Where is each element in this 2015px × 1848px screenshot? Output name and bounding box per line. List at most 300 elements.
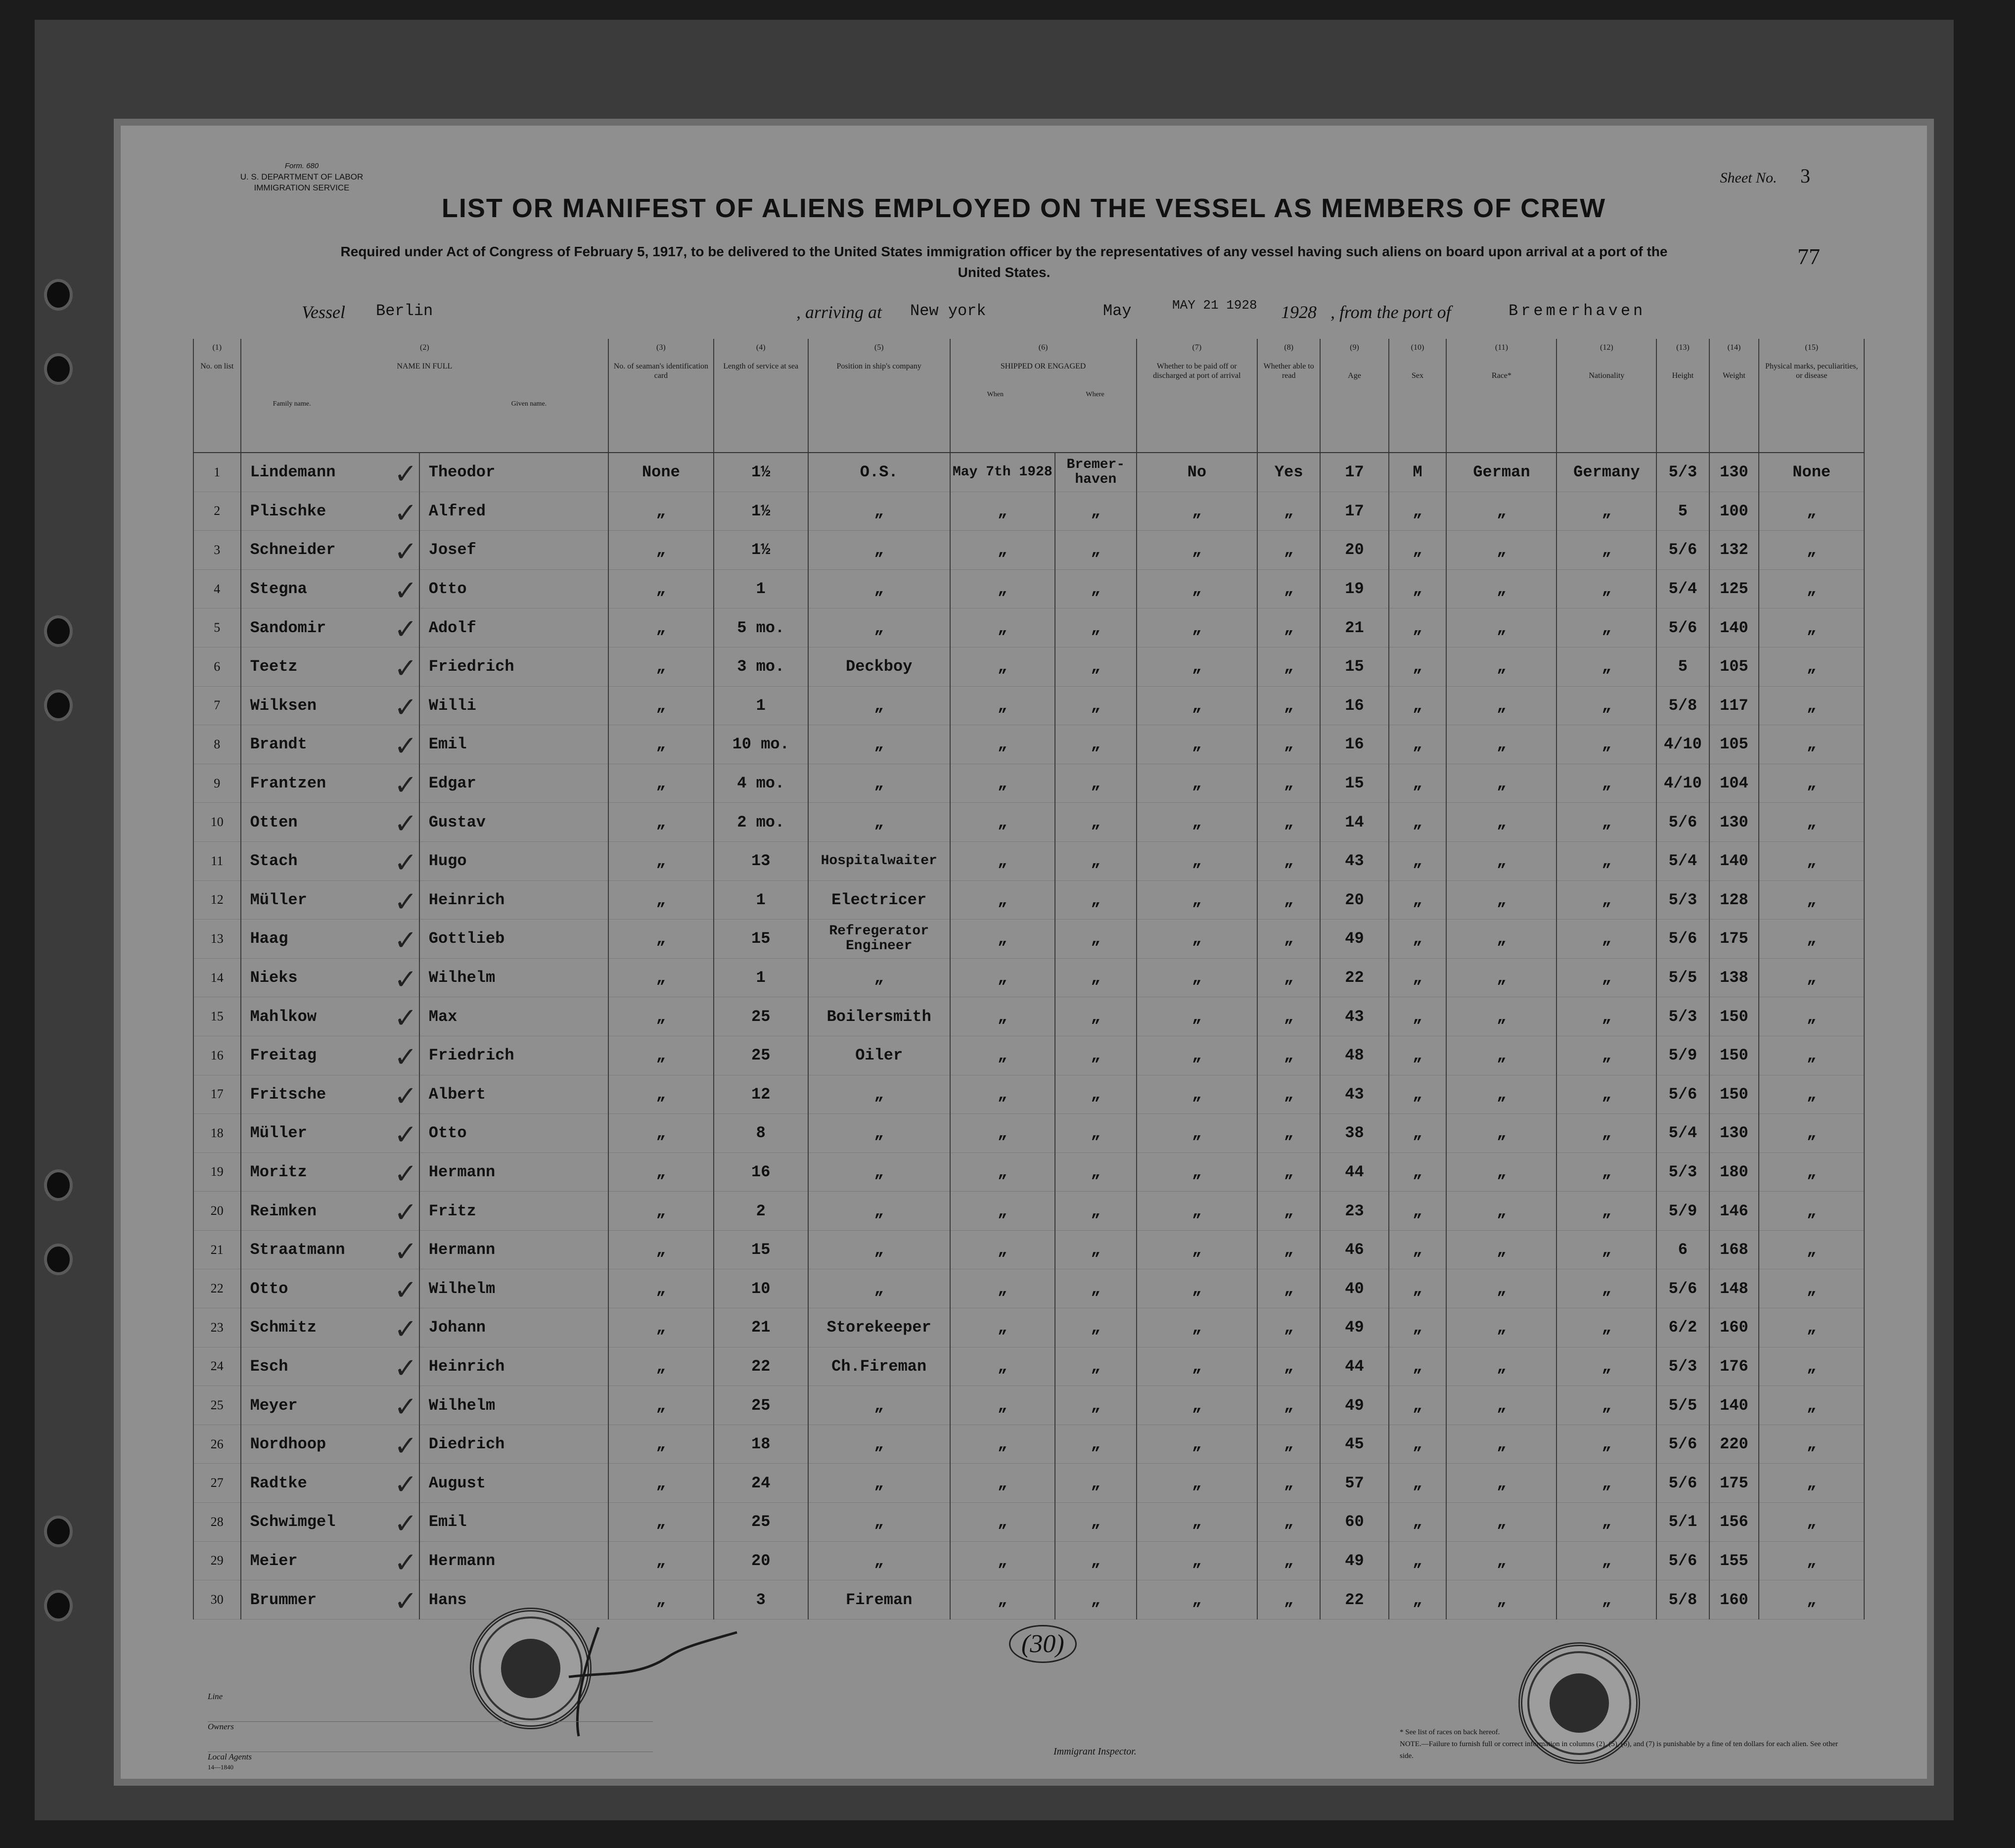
height: 5/8 [1656, 686, 1709, 725]
id-card-number: „ [608, 686, 713, 725]
age: 57 [1320, 1464, 1388, 1503]
table-row [193, 1541, 1864, 1580]
nationality: „ [1557, 531, 1656, 570]
weight: 220 [1709, 1425, 1759, 1464]
ship-position: „ [808, 1153, 950, 1192]
col-header-weight [1709, 339, 1759, 453]
checkmark-icon: ✓ [394, 769, 417, 801]
paid-off: „ [1137, 1347, 1257, 1386]
id-card-number: „ [608, 1153, 713, 1192]
service-length: 4 mo. [714, 764, 808, 803]
service-length: 16 [714, 1153, 808, 1192]
race: „ [1446, 1075, 1557, 1114]
weight: 117 [1709, 686, 1759, 725]
id-card-number: „ [608, 1114, 713, 1153]
col-header-shipped [950, 339, 1137, 453]
shipped-where: „ [1055, 880, 1137, 920]
table-row [193, 686, 1864, 725]
given-name-text: Otto [428, 1124, 467, 1143]
nationality: „ [1557, 1541, 1656, 1580]
checkmark-icon: ✓ [394, 1119, 417, 1152]
checkmark-icon: ✓ [394, 691, 417, 724]
height: 5/3 [1656, 1347, 1709, 1386]
able-to-read: „ [1257, 841, 1320, 880]
ship-position: Electricer [808, 880, 950, 920]
sex: „ [1389, 531, 1447, 570]
sex: „ [1389, 1580, 1447, 1619]
id-card-number: „ [608, 569, 713, 608]
table-row [193, 608, 1864, 647]
paid-off: „ [1137, 1075, 1257, 1114]
shipped-when: „ [950, 1114, 1055, 1153]
id-card-number: „ [608, 841, 713, 880]
paid-off: „ [1137, 1230, 1257, 1269]
paid-off: „ [1137, 1269, 1257, 1308]
col-label: Physical marks, peculiarities, or disease [1765, 362, 1858, 380]
given-name [394, 686, 608, 725]
shipped-where: „ [1055, 492, 1137, 531]
paid-off: „ [1137, 531, 1257, 570]
page-corner-number: 77 [1797, 244, 1820, 269]
able-to-read: „ [1257, 1114, 1320, 1153]
sheet-number [1720, 164, 1810, 187]
race: „ [1446, 803, 1557, 842]
physical-marks: „ [1759, 569, 1864, 608]
able-to-read: „ [1257, 569, 1320, 608]
binder-hole [47, 1247, 70, 1272]
physical-marks: „ [1759, 997, 1864, 1036]
shipped-where: „ [1055, 647, 1137, 686]
given-name [394, 920, 608, 959]
service-length: 12 [714, 1075, 808, 1114]
race: „ [1446, 920, 1557, 959]
physical-marks: „ [1759, 1153, 1864, 1192]
sex: „ [1389, 492, 1447, 531]
row-number: 21 [193, 1230, 241, 1269]
ship-position: „ [808, 608, 950, 647]
sex: „ [1389, 1464, 1447, 1503]
height: 5/6 [1656, 1464, 1709, 1503]
table-row [193, 492, 1864, 531]
shipped-when: May 7th 1928 [950, 453, 1055, 492]
id-card-number: „ [608, 1036, 713, 1075]
arrival-port: New york [910, 302, 986, 320]
weight: 175 [1709, 920, 1759, 959]
shipped-where: „ [1055, 1308, 1137, 1347]
family-name: Otten [241, 803, 419, 842]
physical-marks: „ [1759, 647, 1864, 686]
checkmark-icon: ✓ [394, 1197, 417, 1229]
service-length: 25 [714, 1036, 808, 1075]
race: „ [1446, 880, 1557, 920]
weight: 155 [1709, 1541, 1759, 1580]
ship-position: „ [808, 1386, 950, 1425]
crew-count-value: (30) [1009, 1625, 1077, 1663]
physical-marks: „ [1759, 1269, 1864, 1308]
age: 15 [1320, 647, 1388, 686]
able-to-read: „ [1257, 1347, 1320, 1386]
age: 20 [1320, 531, 1388, 570]
service-length: 1½ [714, 453, 808, 492]
given-name-text: Hugo [428, 852, 467, 871]
nationality: „ [1557, 920, 1656, 959]
weight: 150 [1709, 1075, 1759, 1114]
physical-marks: „ [1759, 531, 1864, 570]
sex: „ [1389, 1153, 1447, 1192]
paid-off: „ [1137, 1308, 1257, 1347]
shipped-where: „ [1055, 531, 1137, 570]
shipped-when: „ [950, 1192, 1055, 1231]
table-row [193, 1269, 1864, 1308]
shipped-when: „ [950, 1464, 1055, 1503]
paid-off: „ [1137, 997, 1257, 1036]
physical-marks: „ [1759, 803, 1864, 842]
vessel-label: Vessel [302, 302, 345, 322]
col-number: (12) [1600, 343, 1613, 352]
col-header-race [1446, 339, 1557, 453]
family-name: Frantzen [241, 764, 419, 803]
id-card-number: „ [608, 1503, 713, 1542]
table-row [193, 1036, 1864, 1075]
able-to-read: „ [1257, 880, 1320, 920]
age: 48 [1320, 1036, 1388, 1075]
footer-form-code: 14—1840 [208, 1763, 233, 1771]
sex: „ [1389, 880, 1447, 920]
race: „ [1446, 841, 1557, 880]
weight: 168 [1709, 1230, 1759, 1269]
family-name: Teetz [241, 647, 419, 686]
row-number: 15 [193, 997, 241, 1036]
checkmark-icon: ✓ [394, 808, 417, 840]
height: 5/5 [1656, 958, 1709, 997]
ship-position: „ [808, 1269, 950, 1308]
race: „ [1446, 1230, 1557, 1269]
service-length: 1 [714, 958, 808, 997]
sex: „ [1389, 725, 1447, 764]
ship-position: Refregerator Engineer [808, 920, 950, 959]
service-length: 25 [714, 997, 808, 1036]
checkmark-icon: ✓ [394, 1274, 417, 1307]
id-card-number: „ [608, 1192, 713, 1231]
able-to-read: „ [1257, 958, 1320, 997]
paid-off: „ [1137, 764, 1257, 803]
family-name: Meier [241, 1541, 419, 1580]
sex: „ [1389, 647, 1447, 686]
date-stamp: MAY 21 1928 [1172, 298, 1257, 313]
footer-note [1400, 1726, 1845, 1762]
given-name-text: Wilhelm [428, 1396, 496, 1415]
id-card-number: „ [608, 880, 713, 920]
given-name [394, 1192, 608, 1231]
age: 21 [1320, 608, 1388, 647]
row-number: 26 [193, 1425, 241, 1464]
col-label: Height [1672, 371, 1694, 380]
height: 5/6 [1656, 1269, 1709, 1308]
given-name-text: Hermann [428, 1162, 496, 1181]
given-name-text: Johann [428, 1318, 486, 1337]
paid-off: „ [1137, 647, 1257, 686]
binder-hole [47, 1519, 70, 1544]
age: 17 [1320, 453, 1388, 492]
family-name: Esch [241, 1347, 419, 1386]
able-to-read: „ [1257, 1036, 1320, 1075]
given-name [394, 880, 608, 920]
row-number: 7 [193, 686, 241, 725]
family-name: Straatmann [241, 1230, 419, 1269]
age: 44 [1320, 1347, 1388, 1386]
race: „ [1446, 608, 1557, 647]
sex: „ [1389, 1386, 1447, 1425]
paid-off: „ [1137, 725, 1257, 764]
col-label: Whether able to read [1263, 362, 1314, 380]
checkmark-icon: ✓ [394, 1585, 417, 1618]
paid-off: „ [1137, 1503, 1257, 1542]
family-name: Radtke [241, 1464, 419, 1503]
race: „ [1446, 1308, 1557, 1347]
checkmark-icon: ✓ [394, 1391, 417, 1424]
sex: „ [1389, 686, 1447, 725]
physical-marks: „ [1759, 492, 1864, 531]
crew-manifest-table [193, 339, 1865, 1619]
family-name: Stegna [241, 569, 419, 608]
sex: „ [1389, 803, 1447, 842]
sex: „ [1389, 1114, 1447, 1153]
able-to-read: „ [1257, 492, 1320, 531]
row-number: 29 [193, 1541, 241, 1580]
sex: „ [1389, 1230, 1447, 1269]
shipped-where: „ [1055, 764, 1137, 803]
penalty-note: NOTE.—Failure to furnish full or correct information in columns (2), (5), (6), and (7) is punishable by a fine of ten dollars for each alien. See other side. [1400, 1740, 1838, 1760]
form-header [203, 161, 401, 193]
family-name: Schwimgel [241, 1503, 419, 1542]
nationality: „ [1557, 492, 1656, 531]
ship-position: „ [808, 1503, 950, 1542]
paid-off: „ [1137, 1036, 1257, 1075]
physical-marks: „ [1759, 1036, 1864, 1075]
row-number: 27 [193, 1464, 241, 1503]
age: 22 [1320, 1580, 1388, 1619]
row-number: 20 [193, 1192, 241, 1231]
row-number: 10 [193, 803, 241, 842]
given-name-text: Friedrich [428, 657, 514, 676]
physical-marks: „ [1759, 1347, 1864, 1386]
height: 5/6 [1656, 531, 1709, 570]
ship-position: O.S. [808, 453, 950, 492]
height: 5/3 [1656, 880, 1709, 920]
row-number: 2 [193, 492, 241, 531]
physical-marks: „ [1759, 1386, 1864, 1425]
race: „ [1446, 958, 1557, 997]
service-length: 24 [714, 1464, 808, 1503]
row-number: 23 [193, 1308, 241, 1347]
age: 19 [1320, 569, 1388, 608]
able-to-read: „ [1257, 997, 1320, 1036]
nationality: „ [1557, 1347, 1656, 1386]
physical-marks: „ [1759, 1114, 1864, 1153]
checkmark-icon: ✓ [394, 924, 417, 957]
paid-off: „ [1137, 569, 1257, 608]
shipped-when: „ [950, 1308, 1055, 1347]
id-card-number: None [608, 453, 713, 492]
nationality: „ [1557, 1503, 1656, 1542]
nationality: „ [1557, 1192, 1656, 1231]
weight: 100 [1709, 492, 1759, 531]
able-to-read: „ [1257, 608, 1320, 647]
col-label: NAME IN FULL [397, 362, 453, 370]
sex: „ [1389, 958, 1447, 997]
given-name-text: Hermann [428, 1241, 496, 1259]
service-name: IMMIGRATION SERVICE [254, 183, 350, 192]
id-card-number: „ [608, 1541, 713, 1580]
col-number: (5) [874, 343, 884, 352]
height: 5/9 [1656, 1192, 1709, 1231]
physical-marks: „ [1759, 880, 1864, 920]
shipped-when: „ [950, 1386, 1055, 1425]
shipped-where: „ [1055, 1153, 1137, 1192]
checkmark-icon: ✓ [394, 1041, 417, 1073]
able-to-read: „ [1257, 1308, 1320, 1347]
ship-position: „ [808, 492, 950, 531]
row-number: 19 [193, 1153, 241, 1192]
height: 5/4 [1656, 569, 1709, 608]
height: 5/3 [1656, 453, 1709, 492]
ship-position: „ [808, 764, 950, 803]
checkmark-icon: ✓ [394, 1430, 417, 1462]
given-name [394, 1464, 608, 1503]
able-to-read: „ [1257, 1464, 1320, 1503]
physical-marks: „ [1759, 1541, 1864, 1580]
able-to-read: „ [1257, 725, 1320, 764]
service-length: 15 [714, 1230, 808, 1269]
table-row [193, 1503, 1864, 1542]
height: 5 [1656, 492, 1709, 531]
able-to-read: „ [1257, 1541, 1320, 1580]
ship-position: Hospitalwaiter [808, 841, 950, 880]
height: 5/6 [1656, 608, 1709, 647]
age: 20 [1320, 880, 1388, 920]
service-length: 3 [714, 1580, 808, 1619]
height: 5/3 [1656, 997, 1709, 1036]
checkmark-icon: ✓ [394, 497, 417, 529]
family-name: Haag [241, 920, 419, 959]
sex: „ [1389, 1036, 1447, 1075]
shipped-where: „ [1055, 997, 1137, 1036]
col-label: Whether to be paid off or discharged at port of arrival [1153, 362, 1241, 380]
family-name: Reimken [241, 1192, 419, 1231]
able-to-read: „ [1257, 1503, 1320, 1542]
weight: 160 [1709, 1580, 1759, 1619]
table-row [193, 1386, 1864, 1425]
shipped-when: „ [950, 1230, 1055, 1269]
service-length: 18 [714, 1425, 808, 1464]
given-name-text: Wilhelm [428, 969, 496, 987]
race: „ [1446, 1386, 1557, 1425]
age: 14 [1320, 803, 1388, 842]
family-name: Nordhoop [241, 1425, 419, 1464]
nationality: „ [1557, 997, 1656, 1036]
ship-position: Ch.Fireman [808, 1347, 950, 1386]
nationality: „ [1557, 1153, 1656, 1192]
given-name-text: Fritz [428, 1201, 476, 1220]
sex: „ [1389, 569, 1447, 608]
id-card-number: „ [608, 997, 713, 1036]
height: 6 [1656, 1230, 1709, 1269]
given-name-text: Emil [428, 735, 467, 754]
col-sublabel-given: Given name. [511, 400, 547, 408]
vessel-line [302, 298, 1835, 327]
sex: „ [1389, 1308, 1447, 1347]
race: „ [1446, 686, 1557, 725]
nationality: „ [1557, 1269, 1656, 1308]
family-name: Freitag [241, 1036, 419, 1075]
given-name [394, 1114, 608, 1153]
service-length: 20 [714, 1541, 808, 1580]
col-label: Nationality [1589, 371, 1625, 380]
weight: 176 [1709, 1347, 1759, 1386]
physical-marks: „ [1759, 920, 1864, 959]
col-header-height [1656, 339, 1709, 453]
col-header-name [241, 339, 609, 453]
race: „ [1446, 1541, 1557, 1580]
weight: 125 [1709, 569, 1759, 608]
service-length: 1 [714, 569, 808, 608]
shipped-where: Bremer-haven [1055, 453, 1137, 492]
service-length: 1½ [714, 492, 808, 531]
service-length: 25 [714, 1386, 808, 1425]
given-name-text: Josef [428, 541, 476, 559]
race: „ [1446, 1036, 1557, 1075]
table-row [193, 1230, 1864, 1269]
ship-position: Oiler [808, 1036, 950, 1075]
able-to-read: „ [1257, 920, 1320, 959]
table-row [193, 1425, 1864, 1464]
weight: 105 [1709, 725, 1759, 764]
ship-position: „ [808, 1114, 950, 1153]
service-length: 1 [714, 880, 808, 920]
table-row [193, 997, 1864, 1036]
race: „ [1446, 725, 1557, 764]
row-number: 9 [193, 764, 241, 803]
nationality: „ [1557, 1580, 1656, 1619]
given-name [394, 725, 608, 764]
table-row [193, 1464, 1864, 1503]
table-row [193, 1580, 1864, 1619]
service-length: 21 [714, 1308, 808, 1347]
sex: „ [1389, 608, 1447, 647]
sex: „ [1389, 1347, 1447, 1386]
service-length: 5 mo. [714, 608, 808, 647]
id-card-number: „ [608, 920, 713, 959]
shipped-where: „ [1055, 608, 1137, 647]
given-name-text: Adolf [428, 618, 476, 637]
shipped-where: „ [1055, 1192, 1137, 1231]
col-header-card [608, 339, 713, 453]
weight: 180 [1709, 1153, 1759, 1192]
shipped-where: „ [1055, 725, 1137, 764]
table-row [193, 725, 1864, 764]
weight: 150 [1709, 1036, 1759, 1075]
service-length: 1½ [714, 531, 808, 570]
service-length: 13 [714, 841, 808, 880]
col-label: No. on list [200, 362, 234, 370]
col-label: No. of seaman's identification card [613, 362, 709, 380]
col-header-read [1257, 339, 1320, 453]
service-length: 10 mo. [714, 725, 808, 764]
footer-owners-label: Owners [208, 1722, 234, 1731]
age: 22 [1320, 958, 1388, 997]
col-number: (10) [1411, 343, 1424, 352]
ship-position: „ [808, 1541, 950, 1580]
